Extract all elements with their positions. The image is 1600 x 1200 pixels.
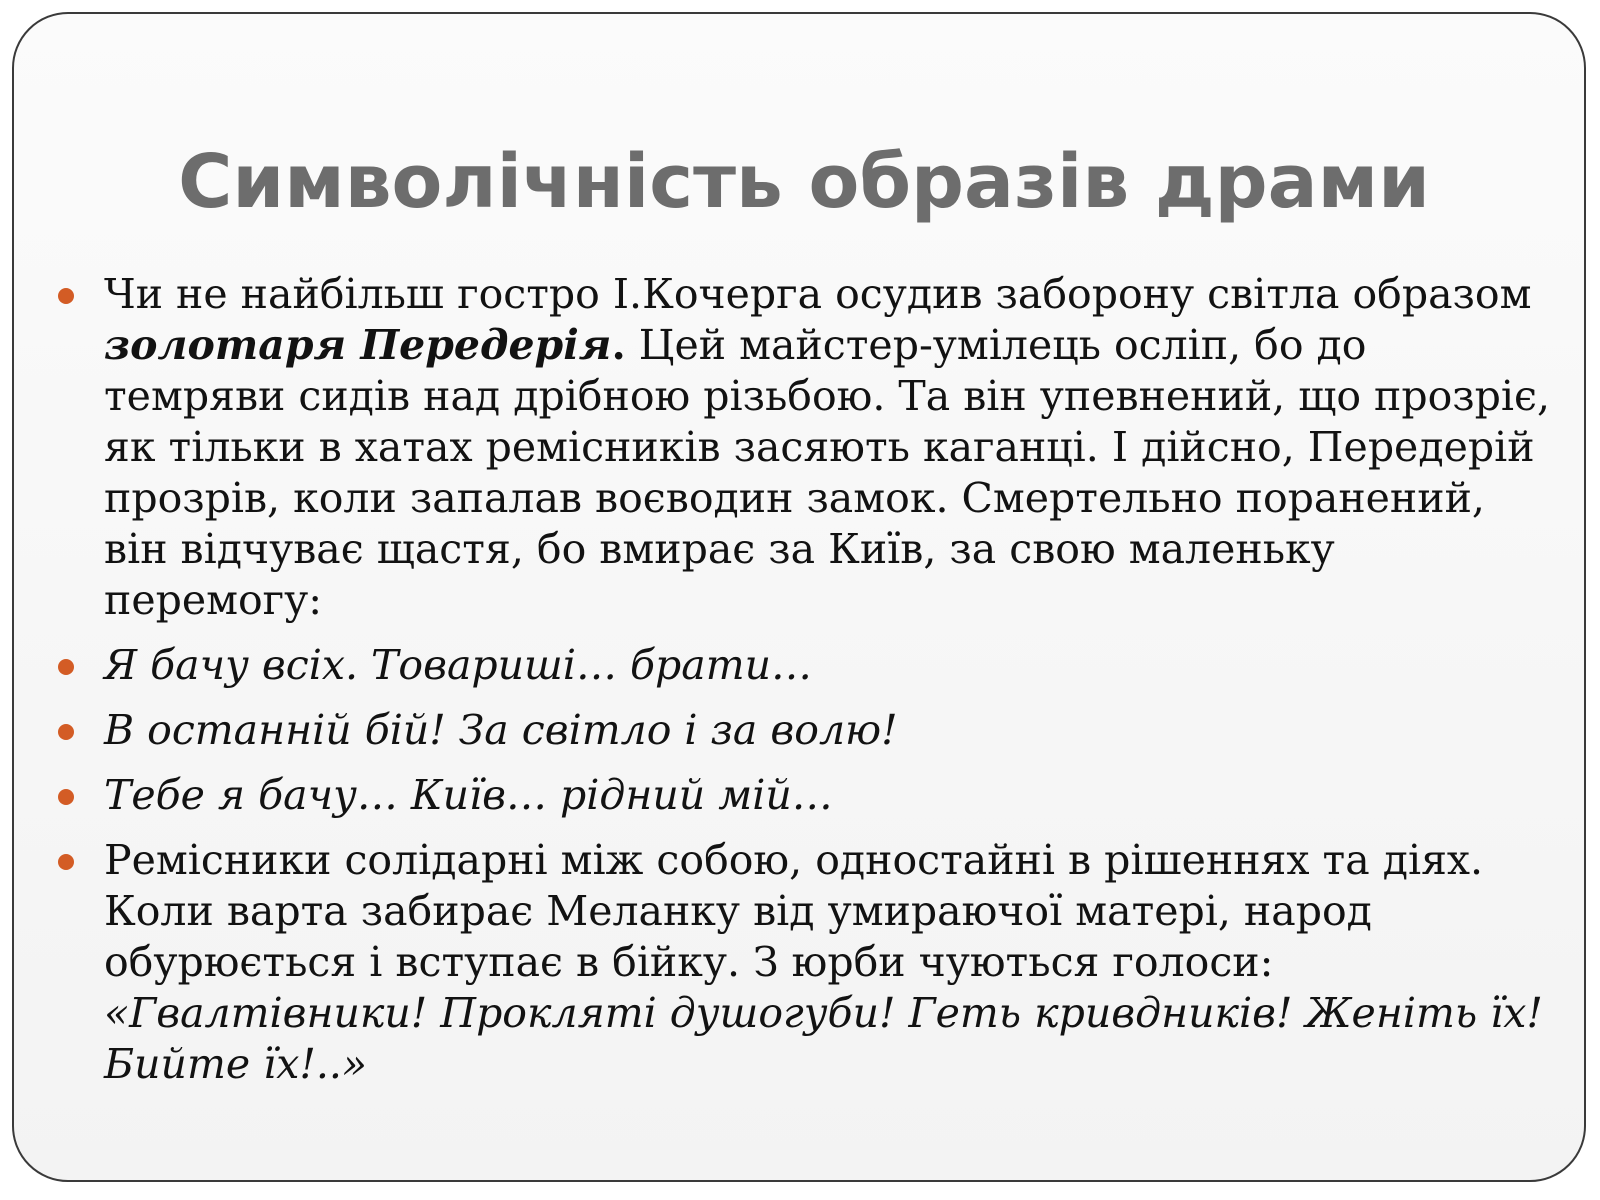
bullet-dot-icon bbox=[58, 854, 74, 870]
bullet-1-period: . bbox=[611, 321, 626, 369]
bullet-item-2 bbox=[54, 640, 1559, 691]
bullet-3-text: В останній бій! За світло і за волю! bbox=[104, 706, 898, 754]
bullet-dot-icon bbox=[58, 659, 74, 675]
bullet-list bbox=[54, 269, 1559, 1104]
bullet-dot-icon bbox=[58, 789, 74, 805]
slide bbox=[12, 12, 1586, 1182]
bullet-dot-icon bbox=[58, 724, 74, 740]
bullet-dot-icon bbox=[58, 288, 74, 304]
bullet-4-text: Тебе я бачу… Київ… рідний мій… bbox=[104, 771, 833, 819]
slide-title: Символічність образів драми bbox=[178, 139, 1430, 225]
bullet-1-text: Чи не найбільш гостро І.Кочерга осудив заборону світла образом bbox=[104, 270, 1532, 318]
bullet-2-text: Я бачу всіх. Товариші… брати… bbox=[104, 641, 813, 689]
bullet-item-4 bbox=[54, 770, 1559, 821]
bullet-1-emphasis: золотаря Передерія bbox=[104, 321, 612, 369]
bullet-5-quote: «Гвалтівники! Прокляті душогуби! Геть кривдників! Женіть їх! Бийте їх!..» bbox=[104, 989, 1543, 1088]
bullet-item-1 bbox=[54, 269, 1559, 626]
bullet-1-text-continued: Цей майстер-умілець осліп, бо до темряви сидів над дрібною різьбою. Та він упевнений, що прозріє, як тільки в хатах ремісників засяють каганці. І дійсно, Передерій прозрів, коли запалав воєводин замок. Смертельно поранений, він відчуває щастя, бо вмирає за Київ, за свою маленьку перемогу: bbox=[104, 321, 1551, 624]
bullet-5-text: Ремісники солідарні між собою, одностайні в рішеннях та діях. Коли варта забирає Меланку від умираючої матері, народ обурюється і вступає в бійку. З юрби чуються голоси: bbox=[104, 836, 1484, 986]
bullet-item-5 bbox=[54, 835, 1559, 1090]
bullet-item-3 bbox=[54, 705, 1559, 756]
